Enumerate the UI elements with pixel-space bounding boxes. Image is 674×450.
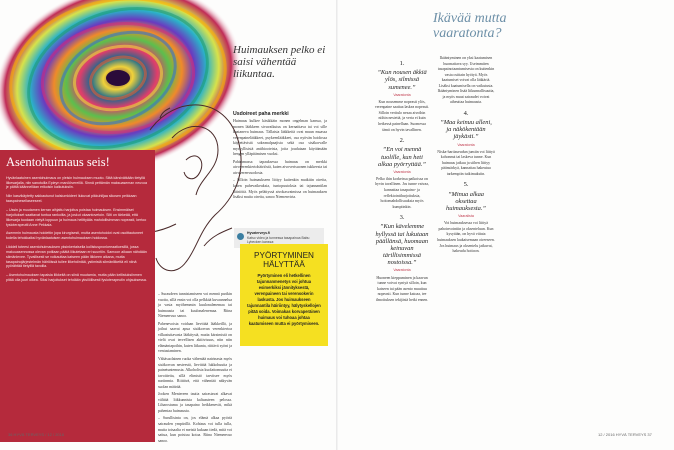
left-page-number: 36 HYVÄ TERVEYS / 12 / 2016 [8, 432, 65, 437]
right-page-title: Ikävää mutta vaaratonta? [433, 11, 507, 41]
section-title: Usdoireet paha merkki [233, 111, 289, 117]
body-paragraph: – Silloin huimaukseen liittyy kuitenkin mutkitin oireita, kuten puhevaikeuksia, tuntopuutoksia tai tajunnantilan häiriöitä. Myös pelättyssä aivokasvaimissa on huimauksen lisäksi muita oireita, sanoo Niemenvirta. [233, 178, 327, 200]
sidebar-paragraph: Liiddeli toteesi asentohuimauksen yksinkertaisella kollistuspronkeeaatioesillä, jossa makuuasennossa olevan potilaan päätä liikutetaan eri suuntiin. Samoon aikaan nähdään silmänlevee. Tyvallisesti se voikauttaa katseen pään liikkeen aikana, mutta tasapainojärjestelmän häiriöissä tuilee liikehdintää, ystimistä silmänliikettä eli niinä pyörähtää tietyillä tavoilla. [6, 245, 147, 269]
tips-column-2 [437, 56, 495, 257]
tip-heading: ”Kun nousen äkkiä ylös, silmissä sumenee.” [377, 69, 427, 91]
tip-text: Huoneen kieppuminen ja kaavun tunne voivat syntyä silloin, kun katseen tai pään asento muuttuu nopeasti. Kun tunne katoaa, tee ilmoituksen tekijästä hetki ennen. [375, 275, 429, 302]
body-paragraph: Huimaus kulkee käsikkäin monen ongelman kanssa, ja monen lääkkeen sivuvaikutus on kernaittava tai voi sille kaataneva huimaus. Tällaisia lääkkeitä ovat muun muassa verenpainelääkkeet, psykeenlääkkeet, osa nyövän hoidossa käytettävistä sokeanalpaajista sekä osa sisäkorvalle myrkyllisistä antibiooteista, joita joudutaan käyttämään hengen ylläpitämisen vuoksi. [233, 119, 327, 157]
sidebar-paragraph: Hyvänlaatuinen asentohuimaus on yleisin huimauksen muoto. Siitä kärsivätkään tietyllä liikesarjalla, niin sanotuilla Epleyn manöövereillä. Sinnä pettämän maksuaseman neuvoa je päittä käännelläan erikoisin kaikutuksiin. [6, 175, 148, 190]
fainting-warning-box [240, 244, 328, 346]
body-paragraph: Vähäsuolainen ruoka vähentää nairinasta myös sisäkorvan nesteestä, lievittää lukkohuutta ja painetuntemusta. Alkoholista kuolattomuutta ei tavoitteita, sillä elimistö tarvitsee myös nariinmia. Riittävä, että vähentää näkyvän suolan määrää. [158, 357, 232, 389]
pull-quote: Huimauksen pelko ei saisi vähentää liikuntaa. [233, 44, 326, 81]
tip-number: 5. [463, 181, 469, 189]
center-column [158, 292, 232, 446]
tip-text: Niska-hartiaseudun jumiin voi liittyä kohonnut tai laskeva tunne. Kun huimaus jatkuu ja siihen liittyy päänsärkyä, kannattaa hakeutua tarkempiin tutkimuksiin. [437, 149, 495, 176]
tip-heading: ”En voi mennä tuolille, kun heti alkaa pyörryttää.” [378, 146, 426, 168]
warning-title: PYÖRTYMINEN HÄLYTTÄÄ [254, 251, 314, 269]
tip-heading: ”Minua alkaa oksettaa huimauksesta.” [446, 190, 486, 213]
sidebar-paragraph: – Ussin ja muutamen kerran aihjattu harjoitus poistaa huimauksen. Ensimmäiset harjoitukset saattavat tuntua rankoilta, ja joskut okaantovetoin. Silti on tärkeää, että liikesarja tuodaan vietyä loppuun ja huimaus helittyääs mahdollisimman nopeasti, kertoo fysioterapeutti Anne Pekkala. [6, 207, 147, 227]
tip-intro: Ikääntyminen on yksi kaatumisen huomattava syy. Useimmiten tasapainotaantumisesta on kuitenkin vasta osittain hyötyä. Myös kaatumiset voivat olla lääkäriä. Lisäksi kaatumisella on vaikutusta. Ikääntyminen lisää liikunnallisuutta, ja myös muut sairaudet voivat aiheuttaa huimausta. [437, 56, 495, 105]
tip-text: Pelko ihin korkeissa paikoissa on hyvin tavallinen. Jos tunne vaivaa, kannattaa tasapaino- ja reflektointiharjoituksia, hoitomahdollisuuksia myös kumpiinkin. [375, 176, 429, 209]
warning-text: Pyörtyminen eli hetkellinen tajunnanmenetys voi johtua esimerkiksi jännityksestä, verenpaineen tai verensokerin laskusta. Jos huimaukseen tajunnantila häiriintyy, hälytyskellojen pitää soida. Voimakas korvaperäinen huimaus voi tuhoaa johtaa kaatumiseen mutta ei pyörtymiseen. [247, 273, 321, 326]
tip-verdict: Vaaratonta [393, 169, 411, 174]
right-body-column [233, 119, 327, 203]
body-paragraph: – Suraudeen tunnistamiseen voi mennä parikin vuotta, sillä ensin voi olla pelkkää kuvaannelua ja vasta myöhemmin kuulonalenemaa tai huimausta tai kuulonalenemaa. Riina Niemenvuo sanoo. [158, 292, 232, 319]
tip-number: 2. [399, 137, 405, 145]
play-icon [237, 233, 244, 240]
link-label: Hyvaterveys.fi [247, 231, 270, 235]
sidebar-paragraph: Asemmin huimausta hoidettin jopa kirurgisesti, mutta asentohoidot ovat osoittautuneet todella tehokkaiksi hyvänlaatuisen asentohuimauksen hoidossa. [6, 231, 144, 241]
tip-heading: ”Kun kävelemme hyllyssä tai lukutaan päällänsä, huomaan keinuvan tärillisimmissä nostoissa.” [375, 223, 429, 267]
tip-verdict: Vaaratonta [393, 92, 411, 97]
tip-number: 3. [399, 214, 405, 222]
body-paragraph: – Surullisinta on, jos elämä alkaa pyöriä sairauden ympärillä. Kohtaus voi tulla tulla, mutta toisaalta ei meistä kukaan tiedä, mitä voi sattua, kun poistuu kotoa. Riina Niemenvuo sanoo. [158, 416, 232, 443]
tip-heading: ”Maa keinuu alleni, ja näkökentään jäykästi.” [440, 119, 492, 141]
body-paragraph: Pahimmassa tapauksessa huimaus on merkki aivoverenkiertohäiriöstä, kuten aivoverisuonen tukkeesta tai aivoverenvuodosta. [233, 159, 327, 175]
sidebar-title: Asentohuimaus seis! [6, 155, 110, 169]
body-paragraph: Jooken Meniereen tautia sairastavat alkavat välttää liikkunnista kaltuasteen pelossa. Liharostuma ja tasapaino heikkenevät, mikä pahentaa huimausta. [158, 392, 232, 413]
right-page-number: 12 / 2016 HYVÄ TERVEYS 37 [598, 432, 652, 437]
tip-number: 4. [463, 109, 469, 117]
link-text: Katso video ja tunnessa tasapainoa Babu Lybecken kanssa: [247, 235, 310, 245]
tip-text: Kun nousemme nopeasti ylös, verenpaine saattaa laskea nopeasti. Silloin veritulo nesaa aivoihin niihin nestettä, ja verta ei kuin hetkessä painellaan. Suomessa tämä on hyvin tavallinen. [374, 99, 430, 132]
asentohuimaus-sidebar [0, 150, 155, 442]
sidebar-paragraph: – Asentohuimauksen tapaisia liikkeitä on siinä muutamia, mutta pään kellistuksiinmen pitää olla juuri oikea. Siksi harjoitukset tehdään yksilöllisesti fysioterapeutin ohjauksessa. [6, 273, 147, 283]
tip-verdict: Vaaralista [458, 214, 474, 219]
sidebar-paragraph: Niin kasvikäytetty sakkautunut kalsiumkideet liukuvat pikkuhiljaa sikosen peikkaan taaspainesellaseeseel. [6, 194, 137, 204]
tip-verdict: Vaaratonta [457, 142, 475, 147]
tip-text: Voi huimauksessa voi liittyä pahoinvointiin ja oksenteluun. Kun kysytään, on hyvä viitata huimauksen laukaisemaan oireeseen. Jos huimaus ja oksentelu jatkuvat, hakeudu hoitoon. [437, 221, 495, 254]
tip-number: 1. [399, 60, 405, 67]
body-paragraph: Pahenevoista voidaan lievittää lääkkeillä, ja joihut saavat apua sisäkorvan verenkiertoa vilkastuttavasta lääkitystä, mutta kärsimistä on vielä ovat tervellisen aktiivisuus, niin niin elämäntapoihin, kuten liikunta, riittävä syöni ja ventusiaminen. [158, 321, 232, 354]
tips-column-1 [374, 56, 430, 305]
tip-verdict: Vaaratonta [393, 268, 411, 273]
